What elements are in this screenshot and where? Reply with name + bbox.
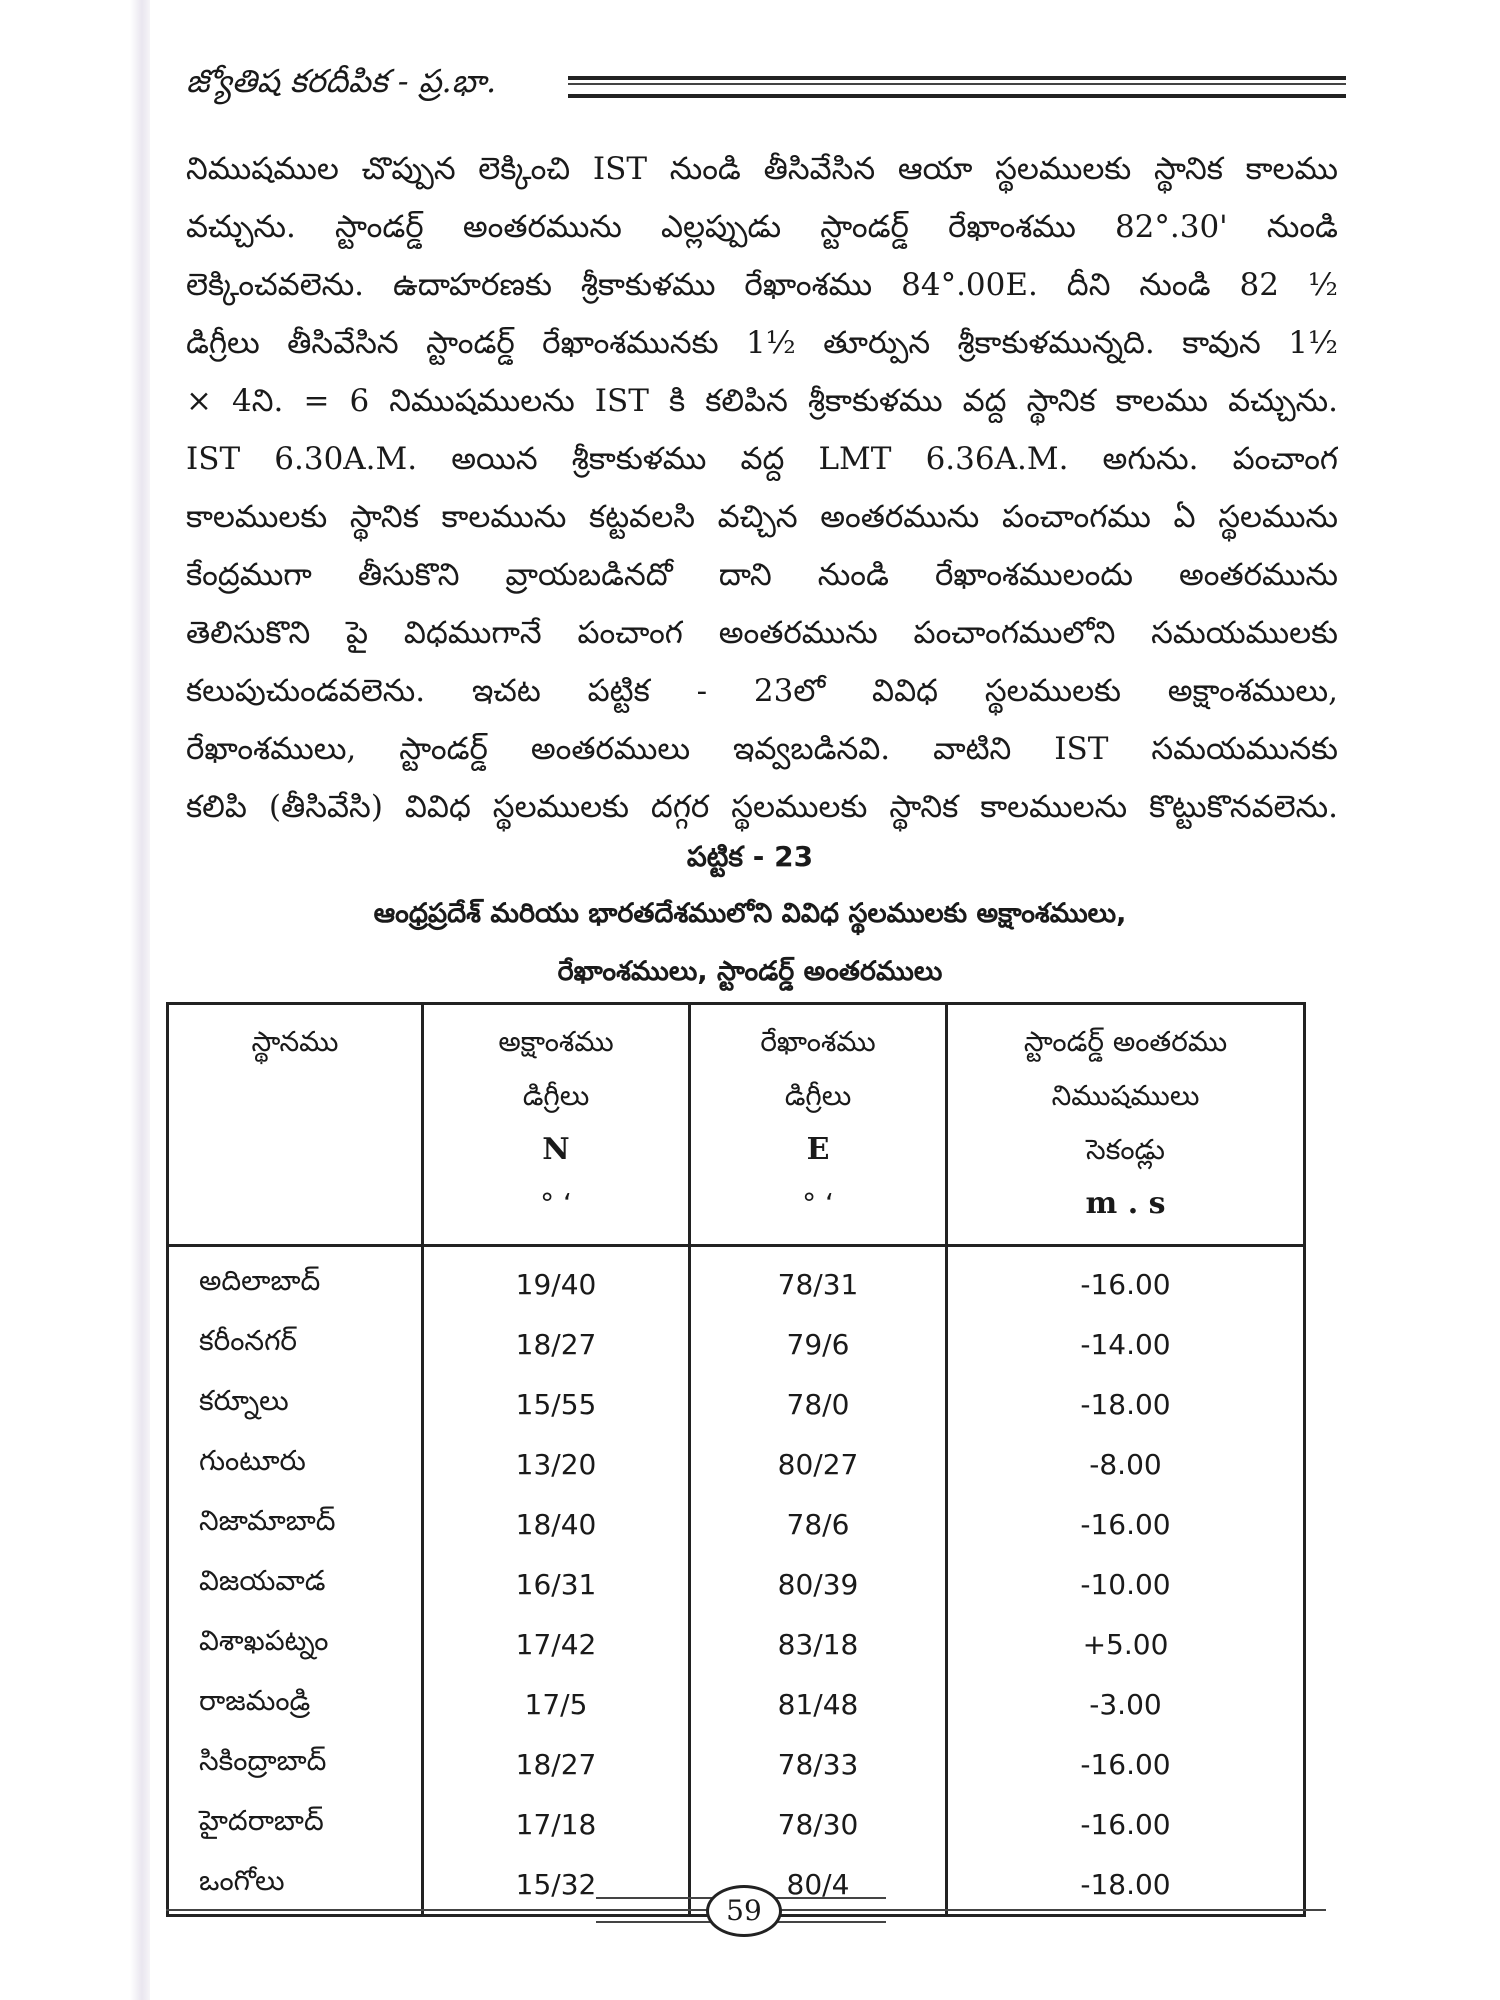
cell-longitude: 78/0	[690, 1374, 947, 1434]
cell-longitude: 78/30	[690, 1794, 947, 1854]
header-place	[168, 1004, 423, 1246]
header-text: ° ‘	[802, 1187, 834, 1220]
page-footer	[166, 1895, 1326, 1925]
cell-latitude: 13/20	[423, 1434, 690, 1494]
header-text: నిముషములు	[1051, 1079, 1200, 1112]
text-line: వచ్చును. స్టాండర్డ్ అంతరమును ఎల్లప్పుడు స్టాండర్డ్ రేఖాంశము 82°.30' నుండి	[186, 209, 1338, 245]
table-row	[168, 1246, 1305, 1315]
cell-place: కర్నూలు	[168, 1374, 423, 1434]
cell-longitude: 80/39	[690, 1554, 947, 1614]
header-text: స్టాండర్డ్ అంతరము	[1023, 1025, 1228, 1058]
cell-place: ఒంగోలు	[168, 1854, 423, 1916]
header-text: E	[806, 1132, 830, 1167]
text-line: IST 6.30A.M. అయిన శ్రీకాకుళము వద్ద LMT 6.36A.M. అగును. పంచాంగ	[186, 441, 1338, 477]
cell-place: రాజమండ్రి	[168, 1674, 423, 1734]
cell-longitude: 80/4	[690, 1854, 947, 1916]
cell-standard-difference: -14.00	[947, 1314, 1305, 1374]
cell-longitude: 78/6	[690, 1494, 947, 1554]
body-paragraph	[186, 140, 1338, 836]
cell-latitude: 16/31	[423, 1554, 690, 1614]
header-text: N	[542, 1132, 570, 1167]
table-row	[168, 1434, 1305, 1494]
header-text: డిగ్రీలు	[784, 1079, 852, 1112]
cell-latitude: 17/5	[423, 1674, 690, 1734]
table-title-line2: రేఖాంశములు, స్టాండర్డ్ అంతరములు	[557, 956, 943, 987]
cell-place: అదిలాబాద్	[168, 1246, 423, 1315]
header-longitude	[690, 1004, 947, 1246]
cell-standard-difference: -10.00	[947, 1554, 1305, 1614]
page-number: 59	[706, 1885, 782, 1937]
cell-standard-difference: -18.00	[947, 1854, 1305, 1916]
cell-place: విజయవాడ	[168, 1554, 423, 1614]
cell-latitude: 18/27	[423, 1734, 690, 1794]
cell-standard-difference: +5.00	[947, 1614, 1305, 1674]
cell-place: సికింద్రాబాద్	[168, 1734, 423, 1794]
cell-longitude: 81/48	[690, 1674, 947, 1734]
coordinates-table	[166, 1002, 1306, 1917]
cell-standard-difference: -16.00	[947, 1794, 1305, 1854]
page-gutter-shadow	[0, 0, 150, 2000]
table-row	[168, 1674, 1305, 1734]
cell-standard-difference: -16.00	[947, 1734, 1305, 1794]
header-text: అక్షాంశము	[498, 1025, 614, 1058]
header-text: m . s	[1085, 1186, 1166, 1221]
cell-longitude: 79/6	[690, 1314, 947, 1374]
text-line: కలుపుచుండవలెను. ఇచట పట్టిక - 23లో వివిధ స్థలములకు అక్షాంశములు,	[186, 673, 1338, 709]
cell-place: హైదరాబాద్	[168, 1794, 423, 1854]
table-title-line1: ఆంధ్రప్రదేశ్ మరియు భారతదేశములోని వివిధ స్థలములకు అక్షాంశములు,	[373, 898, 1127, 929]
cell-longitude: 83/18	[690, 1614, 947, 1674]
text-line: డిగ్రీలు తీసివేసిన స్టాండర్డ్ రేఖాంశమునకు 1½ తూర్పున శ్రీకాకుళమున్నది. కావున 1½	[186, 325, 1338, 361]
cell-latitude: 17/18	[423, 1794, 690, 1854]
text-line: కేంద్రముగా తీసుకొని వ్రాయబడినదో దాని నుండి రేఖాంశములందు అంతరమును	[186, 557, 1338, 593]
running-head: జ్యోతిష కరదీపిక - ప్ర.భా.	[186, 62, 497, 100]
header-text: ° ‘	[540, 1187, 572, 1220]
text-line: తెలిసుకొని పై విధముగానే పంచాంగ అంతరమును పంచాంగములోని సమయములకు	[186, 615, 1338, 651]
text-line: రేఖాంశములు, స్టాండర్డ్ అంతరములు ఇవ్వబడినవి. వాటిని IST సమయమునకు	[186, 731, 1338, 767]
header-text: స్థానము	[251, 1025, 339, 1058]
cell-standard-difference: -16.00	[947, 1246, 1305, 1315]
cell-place: విశాఖపట్నం	[168, 1614, 423, 1674]
cell-place: గుంటూరు	[168, 1434, 423, 1494]
table-label: పట్టిక - 23	[686, 840, 814, 873]
header-latitude	[423, 1004, 690, 1246]
header-text: రేఖాంశము	[760, 1025, 876, 1058]
cell-standard-difference: -8.00	[947, 1434, 1305, 1494]
table-row	[168, 1794, 1305, 1854]
header-text: డిగ్రీలు	[522, 1079, 590, 1112]
table-row	[168, 1734, 1305, 1794]
table-row	[168, 1494, 1305, 1554]
table-row	[168, 1314, 1305, 1374]
text-line: కాలములకు స్థానిక కాలమును కట్టవలసి వచ్చిన అంతరమును పంచాంగము ఏ స్థలమును	[186, 499, 1338, 535]
cell-longitude: 80/27	[690, 1434, 947, 1494]
header-rule	[568, 76, 1346, 98]
cell-longitude: 78/33	[690, 1734, 947, 1794]
cell-longitude: 78/31	[690, 1246, 947, 1315]
text-line: కలిపి (తీసివేసి) వివిధ స్థలములకు దగ్గర స్థలములకు స్థానిక కాలములను కొట్టుకొనవలెను.	[186, 789, 1338, 825]
cell-standard-difference: -18.00	[947, 1374, 1305, 1434]
cell-standard-difference: -3.00	[947, 1674, 1305, 1734]
cell-latitude: 15/55	[423, 1374, 690, 1434]
cell-latitude: 15/32	[423, 1854, 690, 1916]
table-row	[168, 1554, 1305, 1614]
cell-place: కరీంనగర్	[168, 1314, 423, 1374]
cell-standard-difference: -16.00	[947, 1494, 1305, 1554]
cell-place: నిజామాబాద్	[168, 1494, 423, 1554]
text-line: × 4ని. = 6 నిముషములను IST కి కలిపిన శ్రీకాకుళము వద్ద స్థానిక కాలము వచ్చును.	[186, 383, 1338, 419]
cell-latitude: 19/40	[423, 1246, 690, 1315]
table-body	[168, 1246, 1305, 1916]
cell-latitude: 18/27	[423, 1314, 690, 1374]
header-text: సెకండ్లు	[1086, 1133, 1165, 1166]
text-line: లెక్కించవలెను. ఉదాహరణకు శ్రీకాకుళము రేఖాంశము 84°.00E. దీని నుండి 82 ½	[186, 267, 1338, 303]
cell-latitude: 18/40	[423, 1494, 690, 1554]
table-row	[168, 1614, 1305, 1674]
table-row	[168, 1374, 1305, 1434]
text-line: నిముషముల చొప్పున లెక్కించి IST నుండి తీసివేసిన ఆయా స్థలములకు స్థానిక కాలము	[186, 151, 1338, 187]
header-standard-difference	[947, 1004, 1305, 1246]
cell-latitude: 17/42	[423, 1614, 690, 1674]
